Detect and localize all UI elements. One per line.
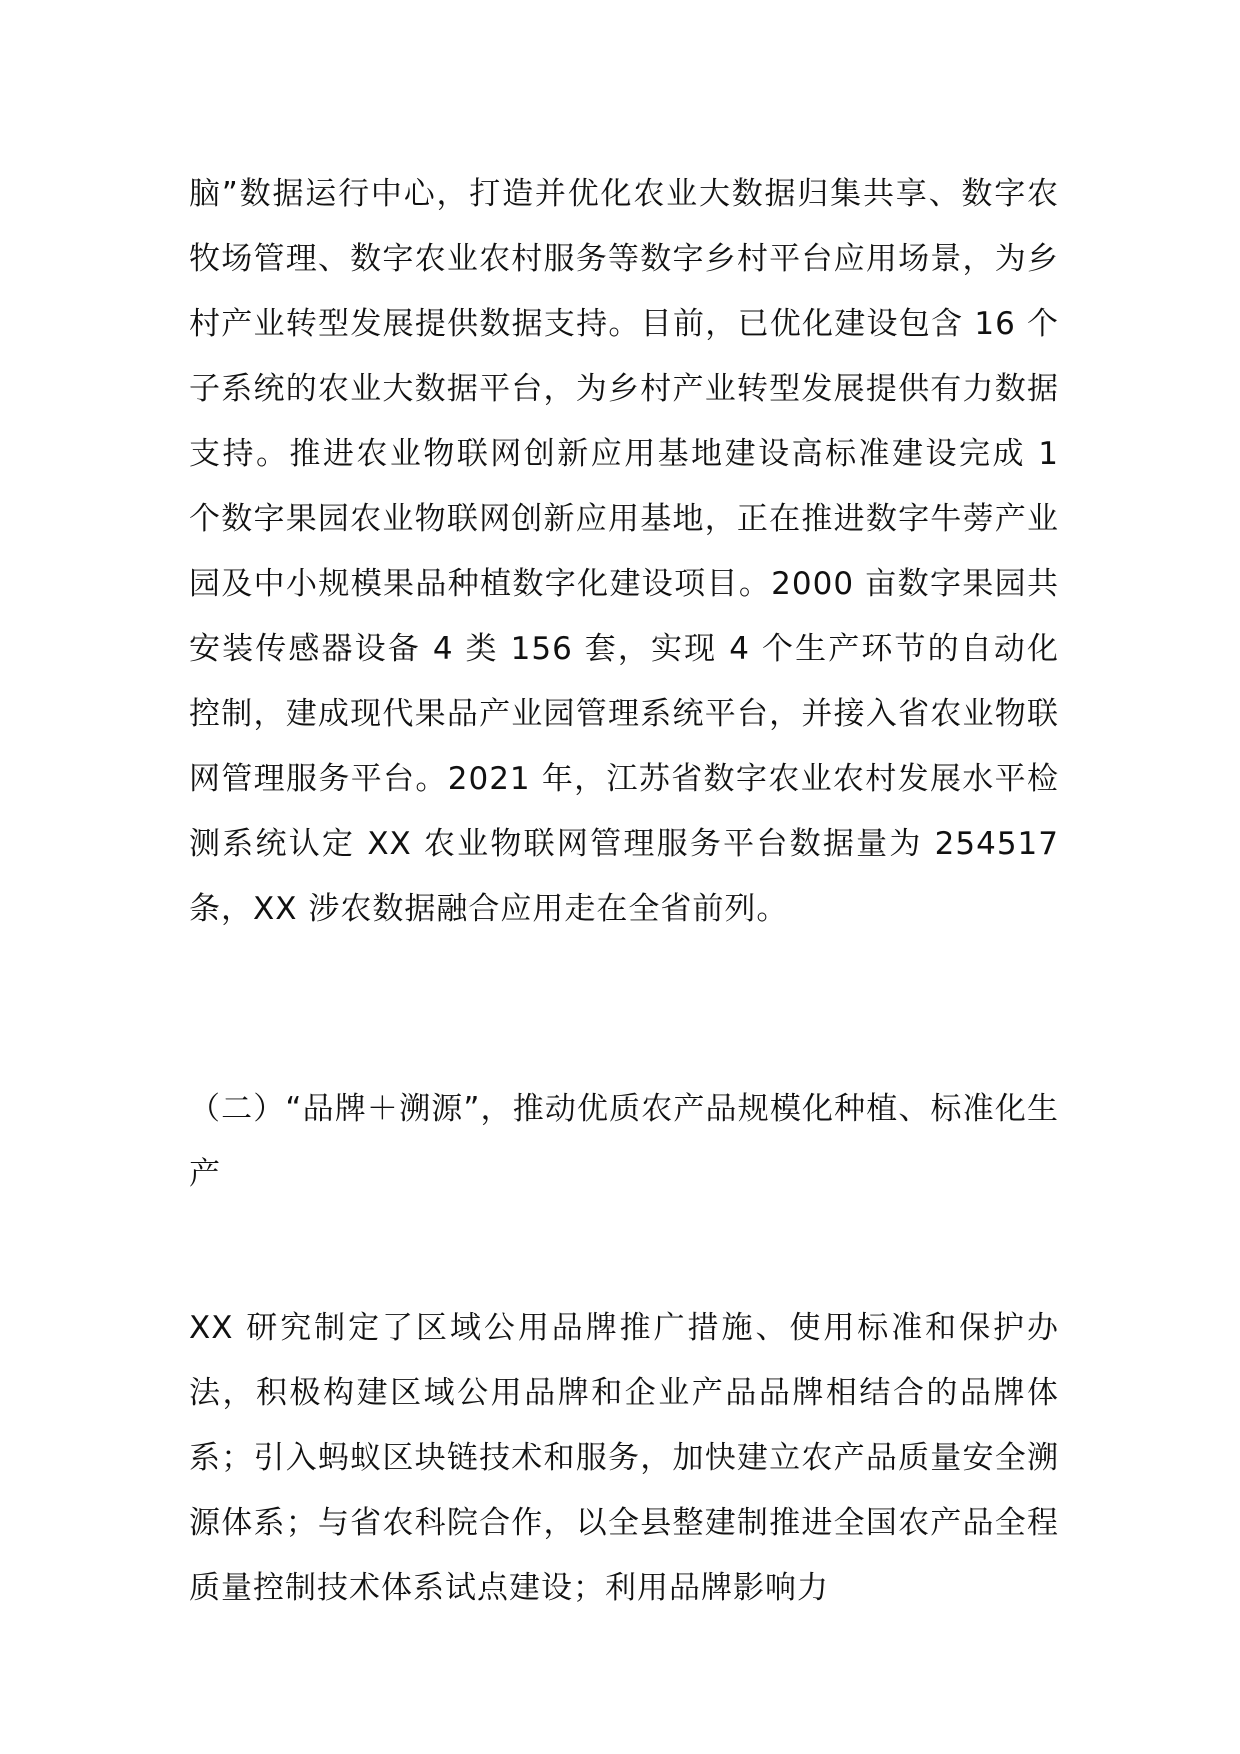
section-heading: （二）“品牌＋溯源”，推动优质农产品规模化种植、标准化生产 <box>189 1091 1059 1192</box>
body-paragraph: 脑”数据运行中心，打造并优化农业大数据归集共享、数字农牧场管理、数字农业农村服务等数字乡村平台应用场景，为乡村产业转型发展提供数据支持。目前，已优化建设包含 16 个子系统的农业大数据平台，为乡村产业转型发展提供有力数据支持。推进农业物联网创新应用基地建设高标准建设完成 1 个数字果园农业物联网创新应用基地，正在推进数字牛蒡产业园及中小规模果品种植数字化建设项目。2000 亩数字果园共安装传感器设备 4 类 156 套，实现 4 个生产环节的自动化控制，建成现代果品产业园管理系统平台，并接入省农业物联网管理服务平台。2021 年，江苏省数字农业农村发展水平检测系统认定 XX 农业物联网管理服务平台数据量为 254517 条，XX 涉农数据融合应用走在全省前列。 <box>189 176 1059 927</box>
body-paragraph: XX 研究制定了区域公用品牌推广措施、使用标准和保护办法，积极构建区域公用品牌和企业产品品牌相结合的品牌体系；引入蚂蚁区块链技术和服务，加快建立农产品质量安全溯源体系；与省农科院合作，以全县整建制推进全国农产品全程质量控制技术体系试点建设；利用品牌影响力 <box>189 1310 1059 1606</box>
